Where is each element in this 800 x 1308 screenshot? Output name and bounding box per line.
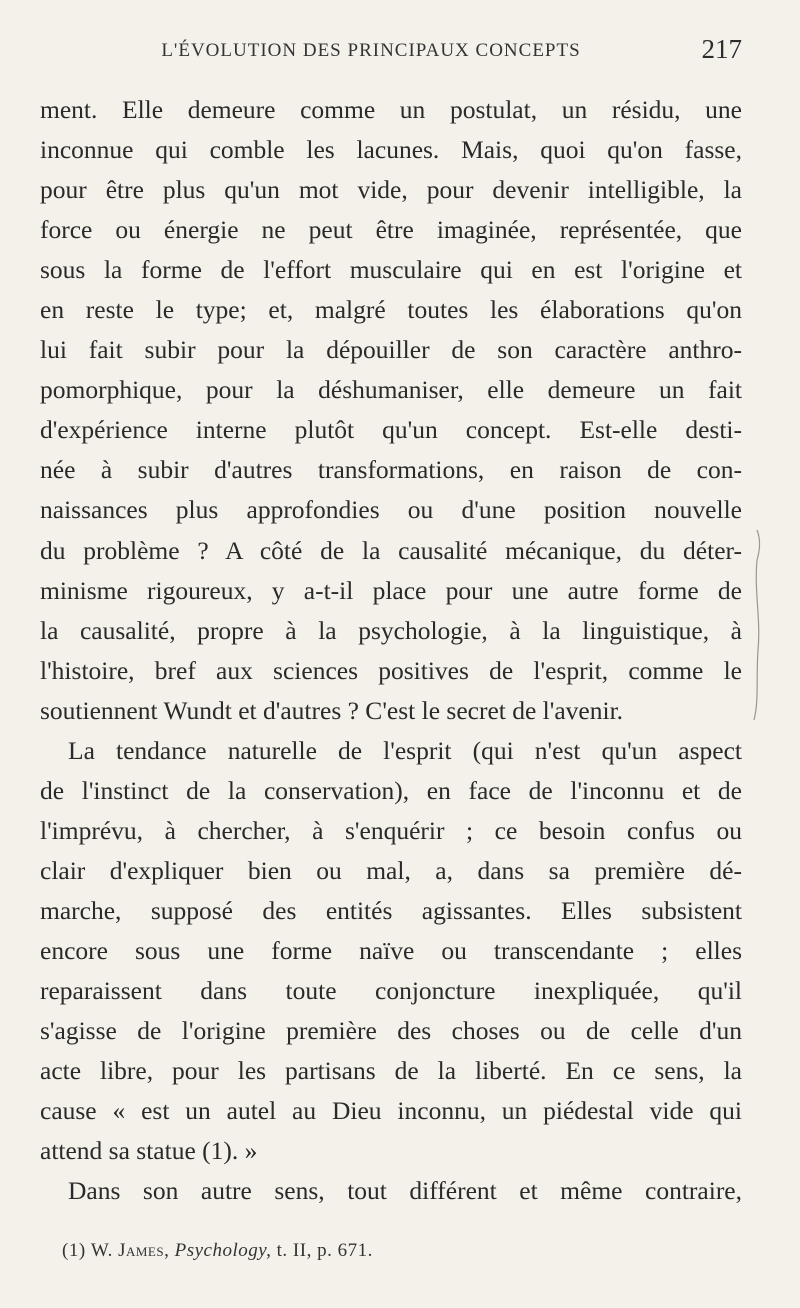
footnote-marker: (1) [62, 1240, 86, 1261]
footnote-author: W. James, [90, 1240, 170, 1261]
footnote-work: Psychology, [174, 1240, 272, 1261]
text-line: reparaissent dans toute conjoncture inexpliquée, qu'il [40, 976, 742, 1006]
text-line: encore sous une forme naïve ou transcendante ; elles [40, 935, 742, 965]
text-line: du problème ? A côté de la causalité mécanique, du déter- [40, 535, 742, 565]
page-number: 217 [701, 34, 742, 64]
text-line: s'agisse de l'origine première des choses ou de celle d'un [40, 1016, 742, 1046]
text-line: pour être plus qu'un mot vide, pour devenir intelligible, la [40, 175, 742, 205]
text-line: ment. Elle demeure comme un postulat, un résidu, une [40, 95, 742, 124]
text-line: marche, supposé des entités agissantes. Elles subsistent [40, 895, 742, 925]
text-line: lui fait subir pour la dépouiller de son caractère anthro- [40, 335, 742, 365]
text-line: clair d'expliquer bien ou mal, a, dans sa première dé- [40, 855, 742, 885]
paragraph-1 [40, 90, 742, 731]
paragraph-2 [40, 731, 742, 1172]
text-line: naissances plus approfondies ou d'une position nouvelle [40, 495, 742, 525]
footnote [62, 1240, 373, 1262]
text-line: minisme rigoureux, y a-t-il place pour une autre forme de [40, 575, 742, 605]
text-line: la causalité, propre à la psychologie, à la linguistique, à [40, 615, 742, 645]
text-line: Dans son autre sens, tout différent et même contraire, [68, 1176, 742, 1206]
text-line: acte libre, pour les partisans de la liberté. En ce sens, la [40, 1056, 742, 1086]
footnote-ref: t. II, p. 671. [276, 1240, 373, 1261]
text-line: l'histoire, bref aux sciences positives de l'esprit, comme le [40, 655, 742, 685]
text-line: l'imprévu, à chercher, à s'enquérir ; ce besoin confus ou [40, 815, 742, 845]
text-line: soutiennent Wundt et d'autres ? C'est le secret de l'avenir. [40, 695, 624, 725]
text-line: sous la forme de l'effort musculaire qui en est l'origine et [40, 255, 742, 285]
running-head [40, 34, 742, 66]
text-line: de l'instinct de la conservation), en face de l'inconnu et de [40, 775, 742, 805]
text-line: inconnue qui comble les lacunes. Mais, quoi qu'on fasse, [40, 135, 742, 165]
margin-pencil-mark [752, 530, 762, 720]
text-line: d'expérience interne plutôt qu'un concept. Est-elle desti- [40, 415, 742, 445]
paragraph-3 [40, 1171, 742, 1211]
text-line: en reste le type; et, malgré toutes les élaborations qu'on [40, 295, 742, 325]
body-text [40, 90, 742, 1211]
text-line: attend sa statue (1). » [40, 1136, 258, 1166]
text-line: née à subir d'autres transformations, en raison de con- [40, 455, 742, 485]
text-line: cause « est un autel au Dieu inconnu, un piédestal vide qui [40, 1096, 742, 1126]
text-line: force ou énergie ne peut être imaginée, représentée, que [40, 215, 742, 245]
text-line: pomorphique, pour la déshumaniser, elle demeure un fait [40, 375, 742, 405]
running-title: L'ÉVOLUTION DES PRINCIPAUX CONCEPTS [161, 40, 581, 61]
text-line: La tendance naturelle de l'esprit (qui n'est qu'un aspect [68, 735, 742, 765]
